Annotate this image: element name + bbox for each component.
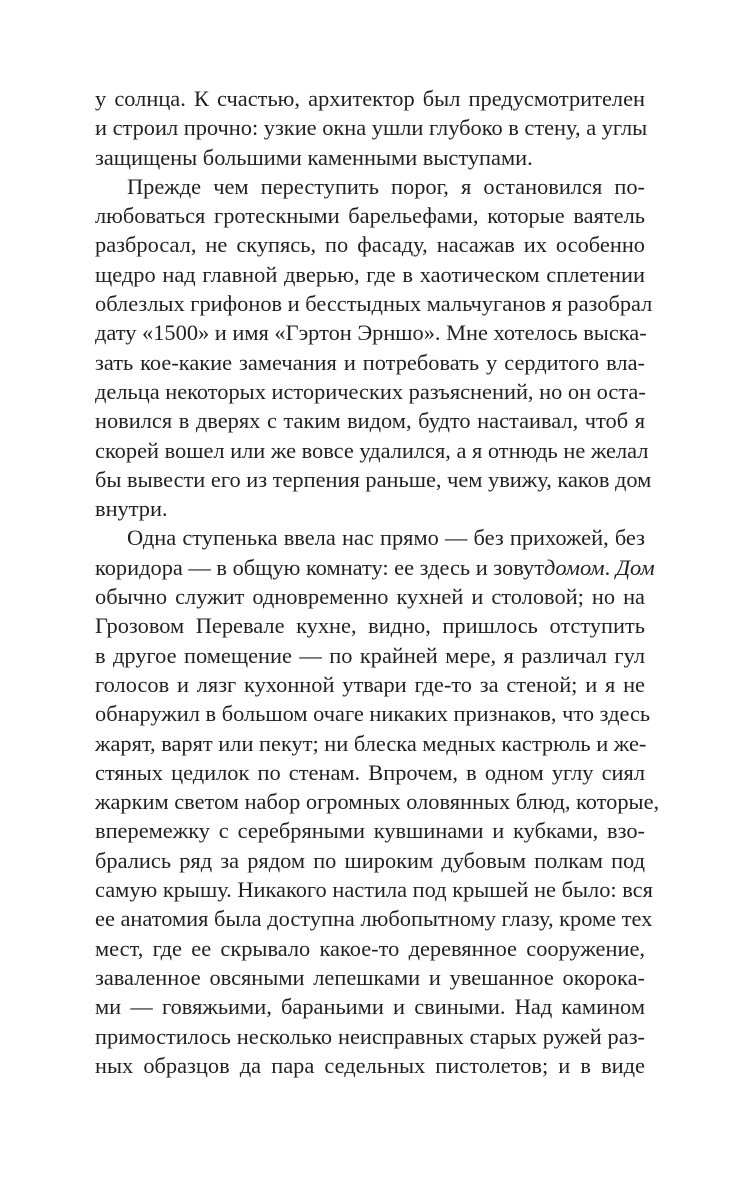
text-line-25: жарким светом набор огромных оловянных блюд, которые,: [95, 789, 660, 815]
text-line-11: дельца некоторых исторических разъяснений, но он оста-: [95, 378, 646, 404]
text-line-10: зать кое-какие замечания и потребовать у сердитого вла-: [95, 349, 645, 375]
text-line-28: самую крышу. Никакого настила под крышей не было: вся: [95, 877, 653, 903]
text-line-19: Грозовом Перевале кухне, видно, пришлось отступить: [95, 613, 645, 639]
text-line-2: и строил прочно: узкие окна ушли глубоко в стену, а углы: [95, 115, 648, 141]
text-line-5: любоваться гротескными барельефами, которые ваятель: [95, 203, 645, 229]
text-line-34: ных образцов да пара седельных пистолетов; и в виде: [95, 1052, 645, 1078]
text-line-18: обычно служит одновременно кухней и столовой; но на: [95, 584, 645, 610]
text-line-32: ми — говяжьими, бараньими и свиными. Над камином: [95, 994, 645, 1020]
italic-word-dom: Дом: [615, 554, 655, 580]
text-line-15: внутри.: [95, 496, 168, 522]
text-line-17-italic-group: [544, 553, 655, 582]
text-line-21: голосов и лязг кухонной утвари где-то за стеной; и я не: [95, 671, 645, 697]
text-line-12: новился в дверях с таким видом, будто настаивал, чтоб я: [95, 408, 645, 434]
text-line-6: разбросал, не скупясь, по фасаду, насажав их особенно: [95, 232, 645, 258]
text-line-13: скорей вошел или же вовсе удалился, а я отнюдь не желал: [95, 437, 649, 463]
text-line-24: стяных цедилок по стенам. Впрочем, в одном углу сиял: [95, 759, 645, 785]
text-line-16: Одна ступенька ввела нас прямо — без прихожей, без: [127, 525, 645, 551]
text-line-7: щедро над главной дверью, где в хаотическом сплетении: [95, 261, 645, 287]
text-line-20: в другое помещение — по крайней мере, я различал гул: [95, 642, 645, 668]
text-line-22: обнаружил в большом очаге никаких признаков, что здесь: [95, 701, 651, 727]
text-line-4: Прежде чем переступить порог, я остановился по-: [127, 173, 645, 199]
text-line-26: вперемежку с серебряными кувшинами и кубками, взо-: [95, 818, 645, 844]
text-line-3: защищены большими каменными выступами.: [95, 144, 533, 170]
text-line-1: у солнца. К счастью, архитектор был предусмотрителен: [95, 86, 645, 111]
text-line-31: заваленное овсяными лепешками и увешанное окорока-: [95, 964, 645, 990]
text-line-8: облезлых грифонов и бесстыдных мальчуганов я разобрал: [95, 291, 653, 317]
text-line-30: мест, где ее скрывало какое-то деревянное сооружение,: [95, 935, 645, 961]
text-line-29: ее анатомия была доступна любопытному глазу, кроме тех: [95, 906, 653, 932]
text-line-27: брались ряд за рядом по широким дубовым полкам под: [95, 847, 645, 873]
text-line-17: [95, 553, 655, 582]
text-line-14: бы вывести его из терпения раньше, чем увижу, каков дом: [95, 466, 652, 492]
text-line-17-roman: коридора — в общую комнату: ее здесь и зовут: [95, 554, 544, 580]
text-line-17-period: .: [604, 554, 611, 580]
italic-word-domom: домом: [544, 554, 605, 580]
text-line-33: примостилось несколько неисправных старых ружей раз-: [95, 1023, 645, 1049]
text-line-23: жарят, варят или пекут; ни блеска медных кастрюль и же-: [95, 730, 647, 756]
text-line-9: дату «1500» и имя «Гэртон Эрншо». Мне хотелось выска-: [95, 320, 647, 346]
book-page-text: [95, 84, 660, 1080]
